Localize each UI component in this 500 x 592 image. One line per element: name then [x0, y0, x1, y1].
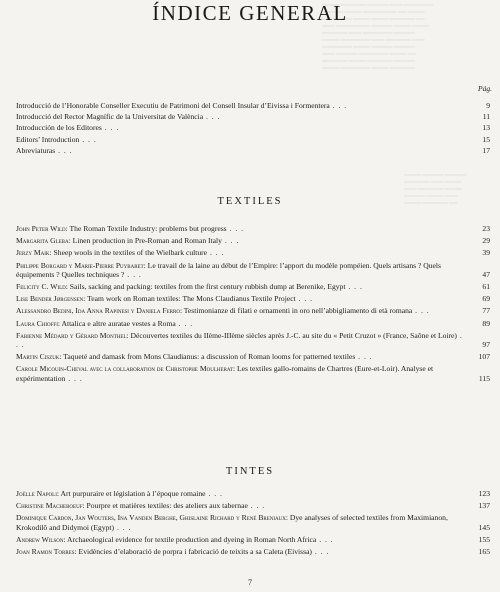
toc-entry [16, 282, 490, 291]
toc-entry-author: Fabienne Médard y Gérard Monthel [16, 330, 127, 340]
intro-list [16, 101, 490, 155]
toc-entry-title: Abreviaturas [16, 145, 56, 155]
toc-entry-author: Laura Chioffi [16, 318, 58, 328]
toc-entry-page: 61 [482, 282, 490, 292]
toc-entry-leader: . . . [355, 352, 373, 362]
toc-entry-title: : Archaeological evidence for textile production and dyeing in Roman North Africa [63, 534, 317, 544]
toc-entry-author: Philippe Borgard y Marie-Pierre Puybaret [16, 260, 144, 270]
toc-entry-page: 23 [482, 224, 490, 233]
toc-entry-title: : Sails, sacking and packing: textiles from the first century rubbish dump at Berenike, Egypt [65, 282, 346, 292]
toc-entry [16, 135, 490, 144]
toc-entry [16, 261, 490, 279]
toc-entry [16, 364, 490, 382]
toc-entry-leader: . . . [16, 330, 463, 350]
toc-entry [16, 236, 490, 245]
toc-entry-title: : Découvertes textiles du IIème-IIIème siècles après J.-C. au site du « Petit Cruzot » (France, Saône et Loire) [126, 330, 457, 340]
tintes-list [16, 489, 490, 556]
toc-entry-page: 145 [478, 522, 490, 532]
toc-entry-leader: . . . [295, 294, 314, 304]
section-heading-textiles: TEXTILES [217, 196, 283, 207]
toc-entry-page: 15 [482, 134, 490, 144]
toc-entry-leader: . . . [79, 134, 97, 144]
page-number: 7 [248, 578, 252, 587]
toc-entry [16, 319, 490, 328]
toc-entry-author: Martin Ciszuk [16, 352, 60, 362]
toc-entry-author: Andrew Wilson [16, 534, 64, 544]
toc-entry-page: 165 [478, 547, 490, 557]
toc-entry-page: 123 [478, 489, 490, 498]
toc-entry [16, 331, 490, 349]
toc-entry-leader: . . . [329, 101, 348, 110]
toc-entry-title: : The Roman Textile Industry: problems but progress [65, 224, 227, 233]
toc-entry-page: 39 [482, 248, 490, 258]
toc-entry-page: 89 [482, 318, 490, 328]
toc-entry [16, 294, 490, 303]
toc-entry-author: Alessandro Bedini, Ida Anna Rapinesi y Daniela Ferro [16, 306, 180, 316]
toc-entry [16, 306, 490, 315]
toc-entry-page: 97 [482, 340, 490, 350]
toc-entry-title: : Sheep wools in the textiles of the Wielbark culture [49, 248, 208, 258]
section-heading-tintes: TINTES [225, 466, 275, 477]
toc-entry-title: : Pourpre et matières textiles: des ateliers aux tabernae [82, 501, 248, 511]
toc-entry-page: 9 [486, 101, 490, 110]
toc-entry-page: 29 [482, 236, 490, 246]
bleed-through-texture: ▁▁▁▁ ▁▁▁▁▁▁ ▁▁▁▁▁ ▁▁▁ ▁▁▁▁▁▁▁ ▁▁▁▁▁ ▁▁▁▁ ▁▁▁▁▁▁▁▁ ▁▁ ▁▁▁▁ ▁▁▁▁▁▁▁ ▁▁▁▁ ▁▁▁▁ ▁▁▁▁▁▁ ▁▁ ▁▁▁ ▁▁▁▁▁▁▁▁ ▁▁▁▁▁ ▁▁▁▁ ▁▁▁▁ ▁▁▁▁▁▁ ▁▁▁ ▁▁▁▁▁▁▁ ▁▁▁▁▁ ▁▁▁▁ ▁▁▁▁▁▁▁ ▁▁▁ ▁▁▁▁▁▁ ▁▁▁ ▁▁▁▁▁▁▁ ▁▁▁▁ ▁▁▁▁▁ ▁▁▁▁▁ ▁▁▁ ▁▁▁▁▁ ▁▁▁▁▁▁▁ ▁▁▁▁ ▁▁ ▁▁▁▁▁▁ ▁▁▁▁ ▁▁▁▁▁▁ ▁▁▁▁▁ ▁▁▁▁ ▁▁▁▁▁▁▁ ▁▁▁▁ ▁▁▁▁▁▁ [322, 0, 434, 69]
toc-entry-title: Editors’ Introduction [16, 134, 80, 144]
toc-entry [16, 123, 490, 132]
toc-entry-title: Introducció de l’Honorable Conseller Executiu de Patrimoni del Consell Insular d’Eivissa i Formentera [16, 101, 330, 110]
toc-entry [16, 352, 490, 361]
toc-entry-leader: . . . [124, 269, 142, 279]
toc-entry-title: : Art purpuraire et législation à l’époque romaine [56, 489, 206, 498]
toc-entry [16, 535, 490, 544]
toc-entry-page: 77 [482, 306, 490, 316]
toc-entry [16, 513, 490, 531]
toc-entry-title: : Team work on Roman textiles: The Mons Claudianus Textile Project [83, 294, 296, 304]
toc-entry-page: 69 [482, 294, 490, 304]
toc-entry [16, 112, 490, 121]
toc-entry-leader: . . . [65, 373, 83, 383]
toc-entry-author: Carole Micouin-Cheval avec la collaboration de Christophe Moulherat [16, 364, 234, 374]
toc-entry [16, 101, 490, 110]
toc-entry-author: Joan Ramon Torres [16, 547, 75, 557]
toc-entry [16, 224, 490, 233]
toc-entry [16, 146, 490, 155]
toc-entry-page: 17 [482, 145, 490, 155]
toc-entry-leader: . . . [175, 318, 194, 328]
bleed-through-texture-lower: ▁▁▁▁ ▁▁▁▁▁ ▁▁▁▁▁ ▁▁▁▁▁▁ ▁▁▁ ▁▁▁▁ ▁▁▁ ▁▁▁▁▁▁ ▁▁▁▁ ▁▁▁▁▁ ▁▁▁▁ ▁▁▁ ▁▁▁▁ ▁▁▁▁▁▁ ▁▁ [404, 170, 466, 204]
toc-entry-leader: . . . [205, 489, 223, 498]
toc-entry-author: Lise Bender Jørgensen [16, 294, 84, 304]
toc-entry-title: : Linen production in Pre-Roman and Roman Italy [68, 236, 222, 246]
toc-entry-leader: . . . [412, 306, 430, 316]
toc-entry-leader: . . . [203, 112, 221, 122]
toc-entry [16, 547, 490, 556]
toc-entry-title: Introducció del Rector Magnífic de la Universitat de València [16, 112, 204, 122]
toc-entry-title: : Attalica e altre auratae vestes a Roma [57, 318, 176, 328]
toc-entry-page: 107 [478, 352, 490, 362]
toc-entry-leader: . . . [55, 145, 73, 155]
toc-entry-author: Jerzy Maik [16, 248, 50, 258]
toc-entry-leader: . . . [101, 123, 120, 133]
toc-entry-title: : Les textiles gallo-romains de Chartres (Eure-et-Loir). Analyse et expérimentation [16, 364, 434, 383]
toc-entry [16, 501, 490, 510]
toc-entry-author: Christine Macheboeuf [16, 501, 83, 511]
toc-entry-leader: . . . [114, 522, 132, 532]
toc-entry [16, 248, 490, 257]
toc-entry-title: Introducción de los Editores [16, 123, 102, 133]
toc-entry-leader: . . . [311, 547, 330, 557]
toc-entry-leader: . . . [207, 248, 225, 258]
toc-entry-title: : Dye analyses of selected textiles from Maximianon, Krokodilô and Didymoi (Egypt) [16, 513, 448, 532]
toc-entry-page: 13 [482, 123, 490, 133]
toc-entry-title: : Testimonianze di filati e ornamenti in oro nell’abbigliamento di età romana [179, 306, 413, 316]
toc-entry [16, 489, 490, 498]
toc-entry-page: 47 [482, 269, 490, 279]
toc-entry-page: 115 [478, 373, 490, 383]
toc-entry-author: Felicity C. Wild [16, 282, 66, 292]
page-title: ÍNDICE GENERAL [152, 1, 348, 25]
toc-entry-leader: . . . [345, 282, 363, 292]
toc-entry-leader: . . . [221, 236, 240, 246]
toc-entry-author: Joëlle Napoli [16, 489, 57, 498]
toc-entry-title: : Le travail de la laine au début de l’Empire: l’apport du modèle pompéien. Quels artisans ? Quels équipements ? Quelles techniques ? [16, 260, 441, 279]
toc-entry-page: 137 [478, 501, 490, 511]
toc-entry-title: : Taqueté and damask from Mons Claudianus: a discussion of Roman looms for patterned textiles [59, 352, 356, 362]
toc-entry-leader: . . . [226, 224, 245, 233]
page-column-label: Pág. [478, 84, 492, 93]
toc-entry-author: John Peter Wild [16, 224, 66, 233]
toc-entry-leader: . . . [316, 534, 334, 544]
toc-entry-author: Margarita Gleba [16, 236, 69, 246]
toc-entry-author: Dominique Cardon, Jan Wouters, Ina Vanden Berghe, Ghislaine Richard y René Breniaux [16, 513, 286, 523]
textiles-list [16, 224, 490, 383]
toc-entry-leader: . . . [247, 501, 266, 511]
toc-entry-title: : Evidències d’elaboració de porpra i fabricació de teixits a sa Caleta (Eivissa) [74, 547, 312, 557]
toc-entry-page: 155 [478, 534, 490, 544]
toc-entry-page: 11 [482, 112, 490, 122]
